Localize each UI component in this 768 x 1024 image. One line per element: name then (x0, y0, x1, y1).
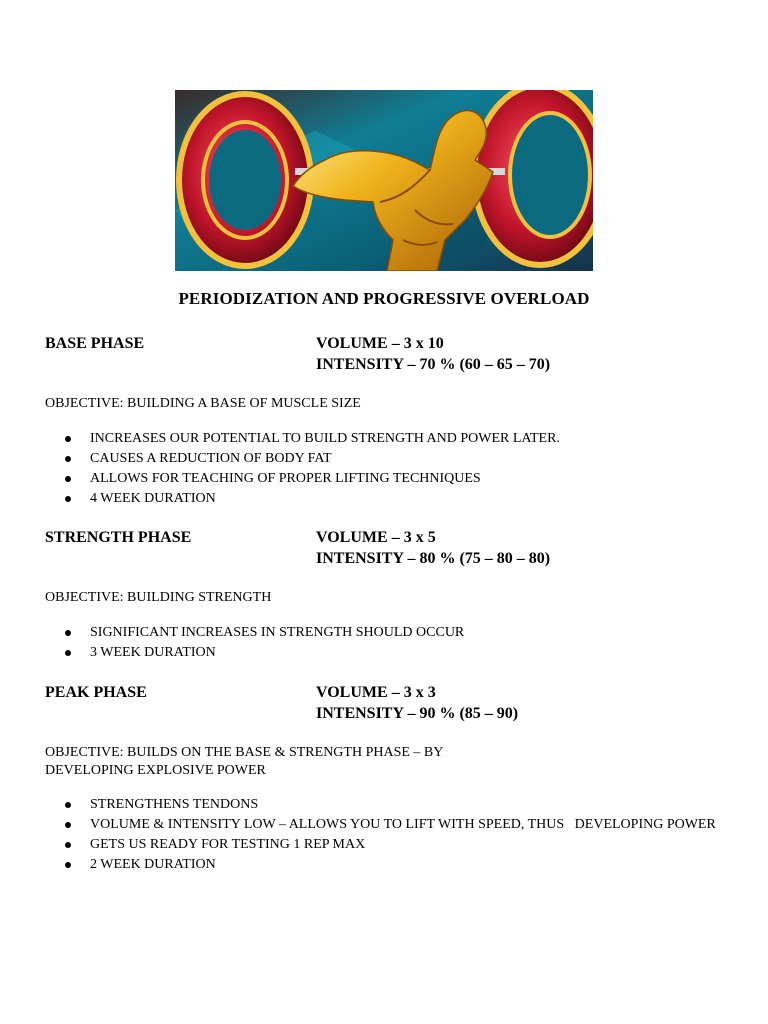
volume-line (316, 529, 436, 547)
intensity-line (316, 356, 550, 374)
volume-label: VOLUME (316, 335, 388, 352)
phase-name: PEAK PHASE (45, 684, 147, 701)
list-item: 2 WEEK DURATION (45, 856, 725, 874)
list-item: GETS US READY FOR TESTING 1 REP MAX (45, 836, 725, 854)
bullet-icon (65, 802, 71, 808)
bullet-icon (65, 822, 71, 828)
list-item: VOLUME & INTENSITY LOW – ALLOWS YOU TO LIFT WITH SPEED, THUS DEVELOPING POWER (45, 816, 725, 834)
list-item: 4 WEEK DURATION (45, 490, 725, 508)
bullet-icon (65, 456, 71, 462)
objective-text: OBJECTIVE: BUILDS ON THE BASE & STRENGTH PHASE – BY (45, 745, 444, 760)
objective-text: OBJECTIVE: BUILDING A BASE OF MUSCLE SIZE (45, 396, 361, 411)
list-item: ALLOWS FOR TEACHING OF PROPER LIFTING TECHNIQUES (45, 470, 725, 488)
weightlifter-icon (175, 90, 593, 271)
page-title: PERIODIZATION AND PROGRESSIVE OVERLOAD (178, 289, 590, 308)
list-item: STRENGTHENS TENDONS (45, 796, 725, 814)
bullet-icon (65, 436, 71, 442)
bullet-icon (65, 862, 71, 868)
list-item: CAUSES A REDUCTION OF BODY FAT (45, 450, 725, 468)
list-item: INCREASES OUR POTENTIAL TO BUILD STRENGTH AND POWER LATER. (45, 430, 725, 448)
phase-name: STRENGTH PHASE (45, 529, 192, 546)
intensity-value: – 80 % (75 – 80 – 80) (407, 550, 551, 567)
bullet-icon (65, 496, 71, 502)
volume-label: VOLUME (316, 684, 388, 701)
bullet-list (45, 430, 725, 510)
volume-value: – 3 x 3 (391, 684, 436, 701)
volume-line (316, 684, 436, 702)
phase-name: BASE PHASE (45, 335, 145, 352)
intensity-label: INTENSITY (316, 356, 404, 373)
intensity-line (316, 550, 550, 568)
objective-text: OBJECTIVE: BUILDING STRENGTH (45, 590, 272, 605)
bullet-list (45, 624, 725, 664)
list-item: SIGNIFICANT INCREASES IN STRENGTH SHOULD OCCUR (45, 624, 725, 642)
bullet-icon (65, 650, 71, 656)
volume-line (316, 335, 444, 353)
intensity-label: INTENSITY (316, 550, 404, 567)
bullet-list (45, 796, 725, 876)
bullet-icon (65, 476, 71, 482)
bullet-icon (65, 842, 71, 848)
weightlifter-illustration (175, 90, 593, 271)
volume-value: – 3 x 5 (391, 529, 436, 546)
volume-value: – 3 x 10 (391, 335, 444, 352)
volume-label: VOLUME (316, 529, 388, 546)
list-item: 3 WEEK DURATION (45, 644, 725, 662)
objective-text-continued: DEVELOPING EXPLOSIVE POWER (45, 763, 266, 778)
intensity-value: – 90 % (85 – 90) (407, 705, 519, 722)
intensity-line (316, 705, 518, 723)
bullet-icon (65, 630, 71, 636)
intensity-label: INTENSITY (316, 705, 404, 722)
intensity-value: – 70 % (60 – 65 – 70) (407, 356, 551, 373)
